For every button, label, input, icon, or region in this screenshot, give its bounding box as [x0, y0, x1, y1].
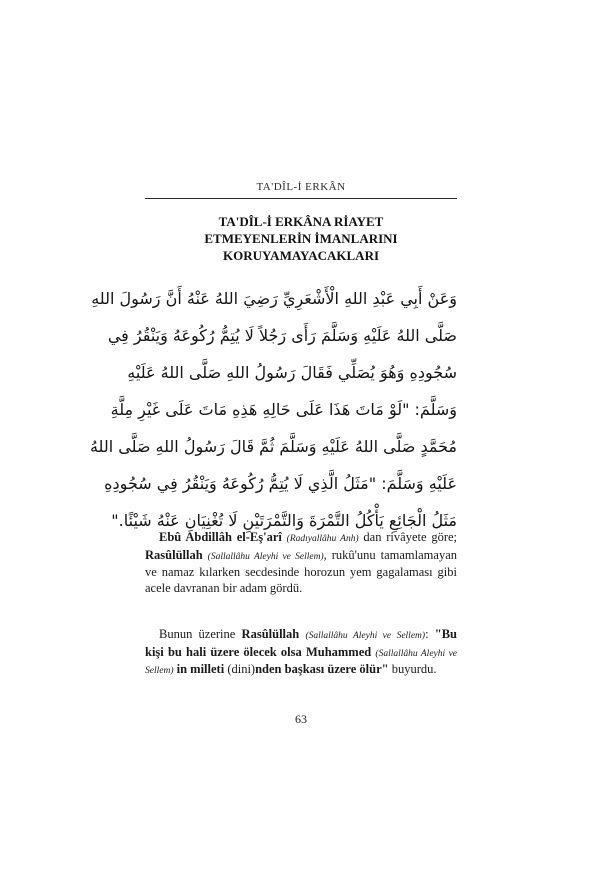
honorific: (Sallallâhu Aleyhi ve Sellem) [145, 648, 458, 676]
paragraph-text: : [425, 627, 435, 641]
paragraph-text: buyurdu. [388, 662, 437, 676]
header-rule [145, 198, 457, 199]
arabic-line: وَعَنْ أَبِي عَبْدِ اللهِ الْأَشْعَرِيِّ رَضِيَ اللهُ عَنْهُ أَنَّ رَسُولَ اللهِ [91, 289, 457, 308]
arabic-line: سُجُودِهِ وَهُوَ يُصَلِّي فَقَالَ رَسُولُ اللهِ صَلَّى اللهُ عَلَيْهِ [127, 363, 457, 382]
arabic-hadith-text [89, 280, 457, 539]
chapter-title-line: TA'DÎL-İ ERKÂNA RİAYET [218, 214, 384, 229]
hadith-quote: in milleti [173, 662, 225, 676]
arabic-line: صَلَّى اللهُ عَلَيْهِ وَسَلَّمَ رَأَى رَجُلاً لَا يُتِمُّ رُكُوعَهُ وَيَنْقُرُ فِي [107, 326, 457, 345]
chapter-title [145, 213, 457, 264]
arabic-line: مَثَلُ الْجَائِعِ يَأْكُلُ التَّمْرَةَ وَالتَّمْرَتَيْنِ لَا تُغْنِيَانِ عَنْهُ شَيْئًا." [111, 511, 457, 530]
narrator-name: Ebû Abdillâh el-Eş'arî [159, 530, 282, 544]
running-header: TA'DÎL-İ ERKÂN [256, 181, 346, 193]
chapter-title-line: ETMEYENLERİN İMANLARINI [204, 231, 398, 246]
page-number: 63 [295, 712, 307, 726]
arabic-line: عَلَيْهِ وَسَلَّمَ: "مَثَلُ الَّذِي لَا يُتِمُّ رُكُوعَهُ وَيَنْقُرُ فِي سُجُودِهِ [104, 474, 457, 493]
honorific: (Radıyallâhu Anh) [286, 534, 359, 544]
chapter-title-line: KORUYAMAYACAKLARI [222, 248, 380, 263]
prophet-name: Rasûlüllah [145, 547, 203, 562]
honorific: (Sallallâhu Aleyhi ve Sellem) [207, 551, 324, 562]
paragraph-text: (dini) [224, 662, 256, 676]
paragraph-text: Bunun üzerine [159, 627, 242, 641]
arabic-line: وَسَلَّمَ: "لَوْ مَاتَ هَذَا عَلَى حَالِهِ هَذِهِ مَاتَ عَلَى غَيْرِ مِلَّةِ [110, 400, 457, 419]
translation-paragraph-1 [145, 530, 457, 596]
translation-paragraph-2 [145, 627, 457, 680]
hadith-quote: nden başkası üzere ölür" [255, 662, 389, 676]
arabic-line: مُحَمَّدٍ صَلَّى اللهُ عَلَيْهِ وَسَلَّمَ ثُمَّ قَالَ رَسُولُ اللهِ صَلَّى اللهُ [89, 437, 457, 456]
paragraph-text: dan rivâyete göre; [358, 530, 458, 544]
hadith-quote: "Bu kişi bu hali üzere ölecek olsa Muhammed [145, 627, 457, 659]
honorific: (Sallallâhu Aleyhi ve Sellem) [305, 631, 426, 641]
paragraph-text: , rukû'unu tamamlamayan ve namaz kılarken secdesinde horozun yem gagalaması gibi acele davranan bir adam gördü. [145, 547, 457, 595]
prophet-name: Rasûlüllah [241, 627, 300, 641]
